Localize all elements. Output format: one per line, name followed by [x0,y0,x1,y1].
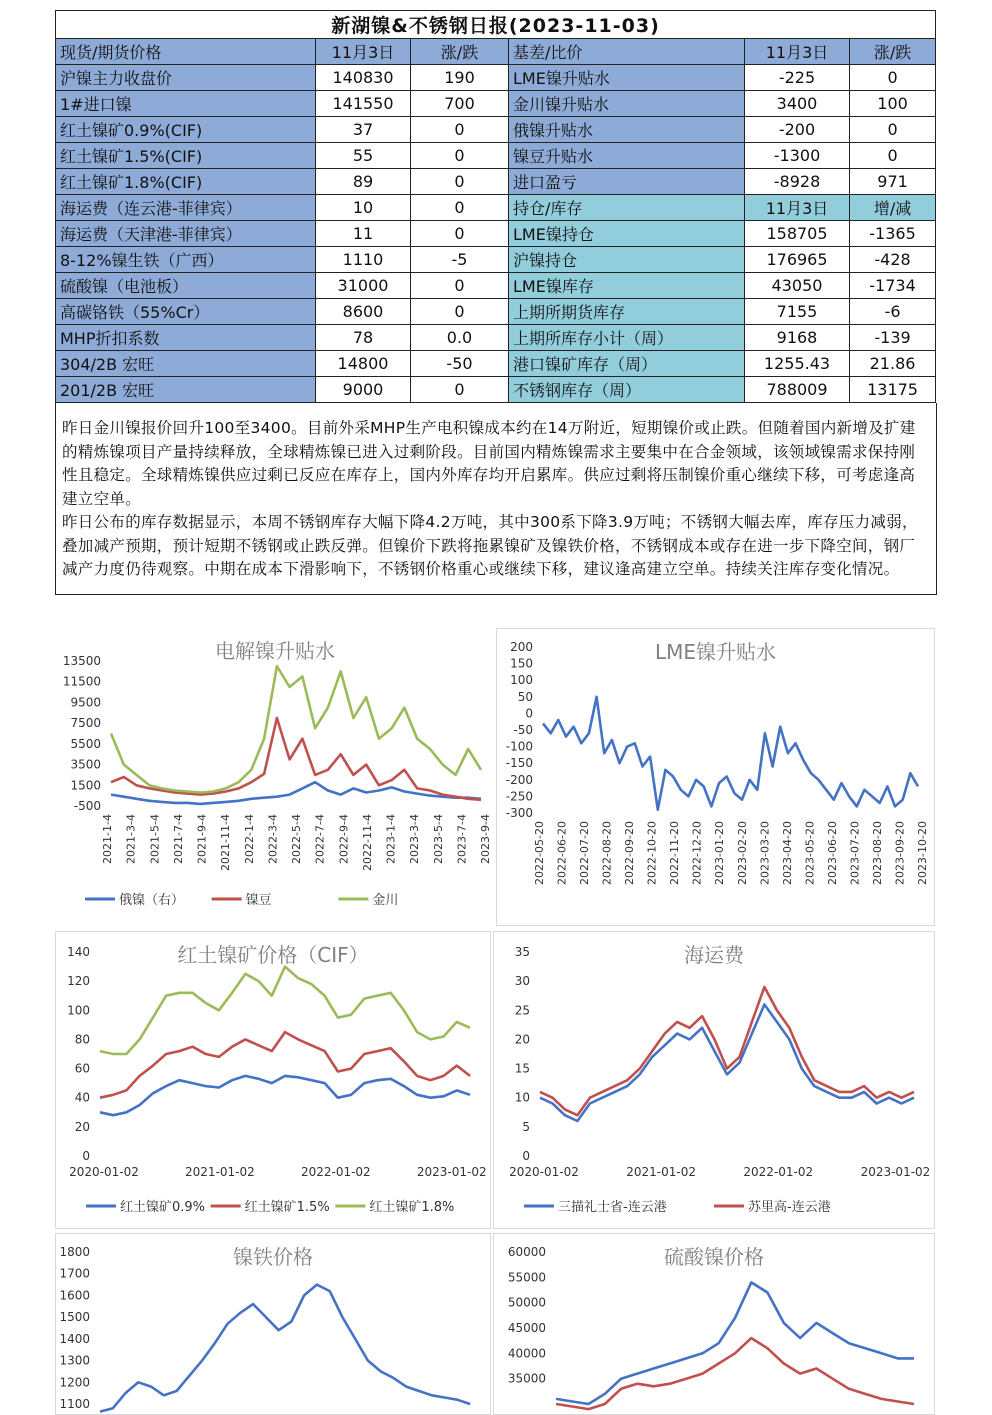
y-tick-label: -50 [513,723,533,737]
row-left-change: 190 [411,65,509,91]
table-row [56,377,936,403]
x-tick-label: 2023-7-4 [455,814,469,864]
row-left-change: 700 [411,91,509,117]
row-right-value: -225 [745,65,850,91]
y-tick-label: 1500 [59,1310,90,1325]
row-left-change: -5 [411,247,509,273]
x-tick-label: 2022-10-20 [645,821,659,885]
y-tick-label: 60 [74,1061,90,1076]
row-right-label: 港口镍矿库存（周） [509,351,745,377]
y-tick-label: 150 [510,656,533,671]
chart-title: 镍铁价格 [233,1245,313,1269]
row-left-change: 0 [411,195,509,221]
row-right-value: 1255.43 [745,351,850,377]
row-right-label: 镍豆升贴水 [509,143,745,169]
x-tick-label: 2021-3-4 [124,814,138,864]
row-right-value: 158705 [745,221,850,247]
x-tick-label: 2022-7-4 [313,814,327,864]
y-tick-label: 1700 [59,1266,90,1281]
x-tick-label: 2022-07-20 [578,821,592,885]
x-tick-label: 2022-11-20 [668,821,682,885]
row-left-change: 0 [411,273,509,299]
y-tick-label: 1500 [70,778,101,793]
row-right-label: 俄镍升贴水 [509,117,745,143]
row-left-value: 78 [316,325,411,351]
row-right-change: 100 [850,91,936,117]
x-tick-label: 2023-09-20 [893,821,907,885]
chart-c4-svg [494,932,934,1228]
x-tick-label: 2022-5-4 [290,814,303,864]
chart-title: 电解镍升贴水 [215,639,335,663]
row-left-change: 0 [411,299,509,325]
y-tick-label: 35000 [507,1371,546,1386]
y-tick-label: 120 [67,974,90,989]
header-left-date: 11月3日 [316,39,411,65]
y-tick-label: 140 [67,945,90,959]
legend-label: 金川 [372,893,399,908]
table-row [56,299,936,325]
row-left-value: 10 [316,195,411,221]
x-tick-label: 2022-11-4 [360,814,374,871]
row-right-change: -6 [850,299,936,325]
row-left-label: 201/2B 宏旺 [56,377,316,403]
report-title: 新湖镍&不锈钢日报(2023-11-03) [56,11,936,39]
row-right-value: 43050 [745,273,850,299]
row-left-change: 0.0 [411,325,509,351]
x-tick-label: 2022-09-20 [623,821,637,885]
series-line-1 [100,1285,470,1412]
y-tick-label: 80 [74,1032,90,1047]
row-right-change: 0 [850,117,936,143]
row-right-value: -200 [745,117,850,143]
y-tick-label: 0 [82,1149,90,1163]
y-tick-label: 1100 [59,1397,90,1411]
row-left-label: 红土镍矿0.9%(CIF) [56,117,316,143]
x-tick-label: 2023-04-20 [780,821,794,885]
header-right-label: 基差/比价 [509,39,745,65]
y-tick-label: 1800 [59,1245,90,1259]
y-tick-label: 5 [522,1119,530,1134]
row-left-label: 高碳铬铁（55%Cr） [56,299,316,325]
row-left-change: -50 [411,351,509,377]
chart-nickel-sulfate [493,1233,935,1415]
row-right-change: 0 [850,143,936,169]
table-row [56,117,936,143]
x-tick-label: 2022-06-20 [555,821,569,885]
row-right-value: -8928 [745,169,850,195]
chart-title: LME镍升贴水 [654,640,777,664]
y-tick-label: 1200 [59,1375,90,1390]
x-tick-label: 2020-01-02 [509,1165,579,1179]
chart-title: 红土镍矿价格（CIF） [177,943,369,967]
y-tick-label: -500 [73,799,101,813]
row-right-label: LME镍持仓 [509,221,745,247]
x-tick-label: 2022-12-20 [690,821,704,885]
x-tick-label: 2023-5-4 [431,814,445,864]
y-tick-label: 100 [510,673,533,688]
legend-label: 红土镍矿1.5% [244,1200,330,1215]
series-line-3 [100,967,470,1054]
x-tick-label: 2023-01-02 [416,1165,487,1179]
x-tick-label: 2023-10-20 [916,821,929,885]
legend-label: 镍豆 [245,893,272,908]
header-right-change: 涨/跌 [850,39,936,65]
row-right-change: 13175 [850,377,936,403]
x-tick-label: 2021-9-4 [195,814,209,864]
x-tick-label: 2021-01-02 [626,1165,697,1179]
row-right-change: 0 [850,65,936,91]
row-left-value: 140830 [316,65,411,91]
chart-c3-svg [56,932,490,1228]
row-right-change: -1365 [850,221,936,247]
row-right-value: 9168 [745,325,850,351]
row-left-label: 海运费（连云港-菲律宾） [56,195,316,221]
y-tick-label: 1600 [59,1288,90,1303]
y-tick-label: -300 [505,806,533,820]
row-right-change: -139 [850,325,936,351]
row-right-value: 176965 [745,247,850,273]
x-tick-label: 2023-02-20 [735,821,749,885]
y-tick-label: 50000 [507,1295,546,1310]
y-tick-label: 20 [514,1032,530,1047]
row-left-value: 9000 [316,377,411,403]
legend-label: 红土镍矿1.8% [369,1200,455,1215]
x-tick-label: 2023-03-20 [758,821,772,885]
y-tick-label: 15 [514,1061,530,1076]
y-tick-label: 1300 [59,1353,90,1368]
series-line-1 [556,1282,914,1404]
y-tick-label: 55000 [507,1270,546,1285]
x-tick-label: 2023-06-20 [825,821,839,885]
row-right-change: -1734 [850,273,936,299]
row-left-change: 0 [411,117,509,143]
row-left-label: 304/2B 宏旺 [56,351,316,377]
row-right-value: 788009 [745,377,850,403]
y-tick-label: 20 [74,1119,90,1134]
row-left-value: 11 [316,221,411,247]
row-left-change: 0 [411,377,509,403]
y-tick-label: 11500 [62,674,101,689]
chart-lme-premium [496,628,935,926]
y-tick-label: 100 [67,1003,90,1018]
commentary [55,403,937,595]
row-right-value: 11月3日 [745,195,850,221]
row-left-label: MHP折扣系数 [56,325,316,351]
row-right-label: 进口盈亏 [509,169,745,195]
header-right-date: 11月3日 [745,39,850,65]
x-tick-label: 2022-01-02 [300,1165,371,1179]
row-right-label: 不锈钢库存（周） [509,377,745,403]
row-right-label: 持仓/库存 [509,195,745,221]
commentary-paragraph-2: 昨日公布的库存数据显示，本周不锈钢库存大幅下降4.2万吨，其中300系下降3.9万吨；不锈钢大幅去库，库存压力减弱，叠加减产预期，预计短期不锈钢或止跌反弹。但镍价下跌将拖累镍矿及镍铁价格，不锈钢成本或存在进一步下降空间，钢厂减产力度仍待观察。中期在成本下滑影响下，不锈钢价格重心或继续下移，建议逢高建立空单。持续关注库存变化情况。 [62,513,918,578]
table-row [56,351,936,377]
y-tick-label: 30 [514,974,530,989]
row-right-label: 上期所库存小计（周） [509,325,745,351]
table-row [56,221,936,247]
y-tick-label: 5500 [70,736,101,751]
y-tick-label: 1400 [59,1331,90,1346]
x-tick-label: 2023-3-4 [408,814,422,864]
table-row [56,65,936,91]
x-tick-label: 2022-3-4 [266,814,280,864]
table-row [56,169,936,195]
chart-nickel-premium [55,628,495,924]
row-right-label: LME镍升贴水 [509,65,745,91]
x-tick-label: 2022-1-4 [242,814,256,864]
row-left-label: 海运费（天津港-菲律宾） [56,221,316,247]
legend-label: 红土镍矿0.9% [120,1200,206,1215]
table-header-row [56,39,936,65]
row-right-change: 21.86 [850,351,936,377]
row-left-value: 14800 [316,351,411,377]
series-line-3 [111,666,481,792]
table-row [56,247,936,273]
x-tick-label: 2021-11-4 [219,814,233,871]
row-left-label: 8-12%镍生铁（广西） [56,247,316,273]
row-right-label: 上期所期货库存 [509,299,745,325]
x-tick-label: 2023-01-20 [713,821,727,885]
table-row [56,195,936,221]
series-line-2 [111,718,481,800]
chart-c1-svg [55,628,495,924]
x-tick-label: 2022-01-02 [743,1165,814,1179]
x-tick-label: 2023-05-20 [803,821,817,885]
row-left-value: 141550 [316,91,411,117]
series-line-1 [100,1076,470,1115]
y-tick-label: 25 [514,1003,530,1018]
series-line-1 [540,1005,914,1122]
y-tick-label: -250 [505,789,533,804]
x-tick-label: 2023-07-20 [848,821,862,885]
row-left-label: 1#进口镍 [56,91,316,117]
y-tick-label: 3500 [70,757,101,772]
x-tick-label: 2021-1-4 [101,814,114,864]
y-tick-label: 40000 [507,1346,546,1361]
x-tick-label: 2021-01-02 [185,1165,255,1179]
table-row [56,91,936,117]
x-tick-label: 2023-01-02 [860,1165,931,1179]
row-right-label: LME镍库存 [509,273,745,299]
table-row [56,325,936,351]
y-tick-label: 0 [525,706,533,721]
x-tick-label: 2023-1-4 [384,814,398,864]
y-tick-label: 35 [514,945,530,959]
series-line-1 [543,697,918,810]
row-left-value: 89 [316,169,411,195]
row-right-value: 7155 [745,299,850,325]
x-tick-label: 2022-9-4 [337,814,351,864]
y-tick-label: -100 [505,739,533,754]
chart-title: 海运费 [684,943,744,967]
row-left-value: 37 [316,117,411,143]
legend-label: 三描礼士省-连云港 [558,1200,667,1215]
x-tick-label: 2020-01-02 [69,1165,139,1179]
chart-title: 硫酸镍价格 [664,1245,764,1269]
row-left-value: 8600 [316,299,411,325]
y-tick-label: 45000 [507,1321,546,1335]
y-tick-label: 60000 [507,1245,546,1259]
y-tick-label: 10 [514,1090,530,1105]
x-tick-label: 2022-08-20 [600,821,614,885]
series-line-2 [100,1032,470,1098]
daily-report [55,10,935,595]
chart-laterite-ore [55,931,491,1229]
x-tick-label: 2023-9-4 [479,814,492,864]
y-tick-label: -200 [505,772,533,787]
x-tick-label: 2022-05-20 [533,821,546,885]
row-right-change: 971 [850,169,936,195]
chart-freight [493,931,935,1229]
row-left-change: 0 [411,169,509,195]
y-tick-label: 50 [517,689,533,704]
table-row [56,143,936,169]
chart-c5-svg [56,1234,490,1414]
y-tick-label: 13500 [62,654,101,668]
legend-label: 苏里高-连云港 [748,1200,831,1215]
row-left-label: 硫酸镍（电池板） [56,273,316,299]
y-tick-label: 7500 [70,716,101,731]
table-row [56,273,936,299]
row-right-value: -1300 [745,143,850,169]
chart-c6-svg [494,1234,934,1414]
chart-c2-svg [497,629,934,925]
row-left-label: 红土镍矿1.5%(CIF) [56,143,316,169]
row-left-change: 0 [411,143,509,169]
row-right-label: 沪镍持仓 [509,247,745,273]
series-line-1 [111,782,481,804]
row-right-label: 金川镍升贴水 [509,91,745,117]
commentary-paragraph-1: 昨日金川镍报价回升100至3400。目前外采MHP生产电积镍成本约在14万附近，短期镍价或止跌。但随着国内新增及扩建的精炼镍项目产量持续释放，全球精炼镍已进入过剩阶段。目前国内精炼镍需求主要集中在合金领域，该领域镍需求保持刚性且稳定。全球精炼镍供应过剩已反应在库存上，国内外库存均开启累库。供应过剩将压制镍价重心继续下移，可考虑逢高建立空单。 [62,419,916,508]
row-left-value: 55 [316,143,411,169]
row-left-change: 0 [411,221,509,247]
header-left-change: 涨/跌 [411,39,509,65]
chart-nickel-pig-iron [55,1233,491,1415]
header-left-label: 现货/期货价格 [56,39,316,65]
y-tick-label: 40 [74,1090,90,1105]
row-left-value: 1110 [316,247,411,273]
y-tick-label: 0 [522,1149,530,1163]
x-tick-label: 2021-7-4 [171,814,185,864]
legend-label: 俄镍（右） [119,893,185,908]
y-tick-label: 200 [510,640,533,654]
y-tick-label: -150 [505,756,533,771]
row-right-change: -428 [850,247,936,273]
row-left-label: 红土镍矿1.8%(CIF) [56,169,316,195]
x-tick-label: 2023-08-20 [870,821,884,885]
x-tick-label: 2021-5-4 [148,814,162,864]
y-tick-label: 9500 [70,695,101,710]
row-right-change: 增/减 [850,195,936,221]
price-table [55,10,936,403]
row-left-label: 沪镍主力收盘价 [56,65,316,91]
row-right-value: 3400 [745,91,850,117]
series-line-2 [556,1338,914,1409]
row-left-value: 31000 [316,273,411,299]
